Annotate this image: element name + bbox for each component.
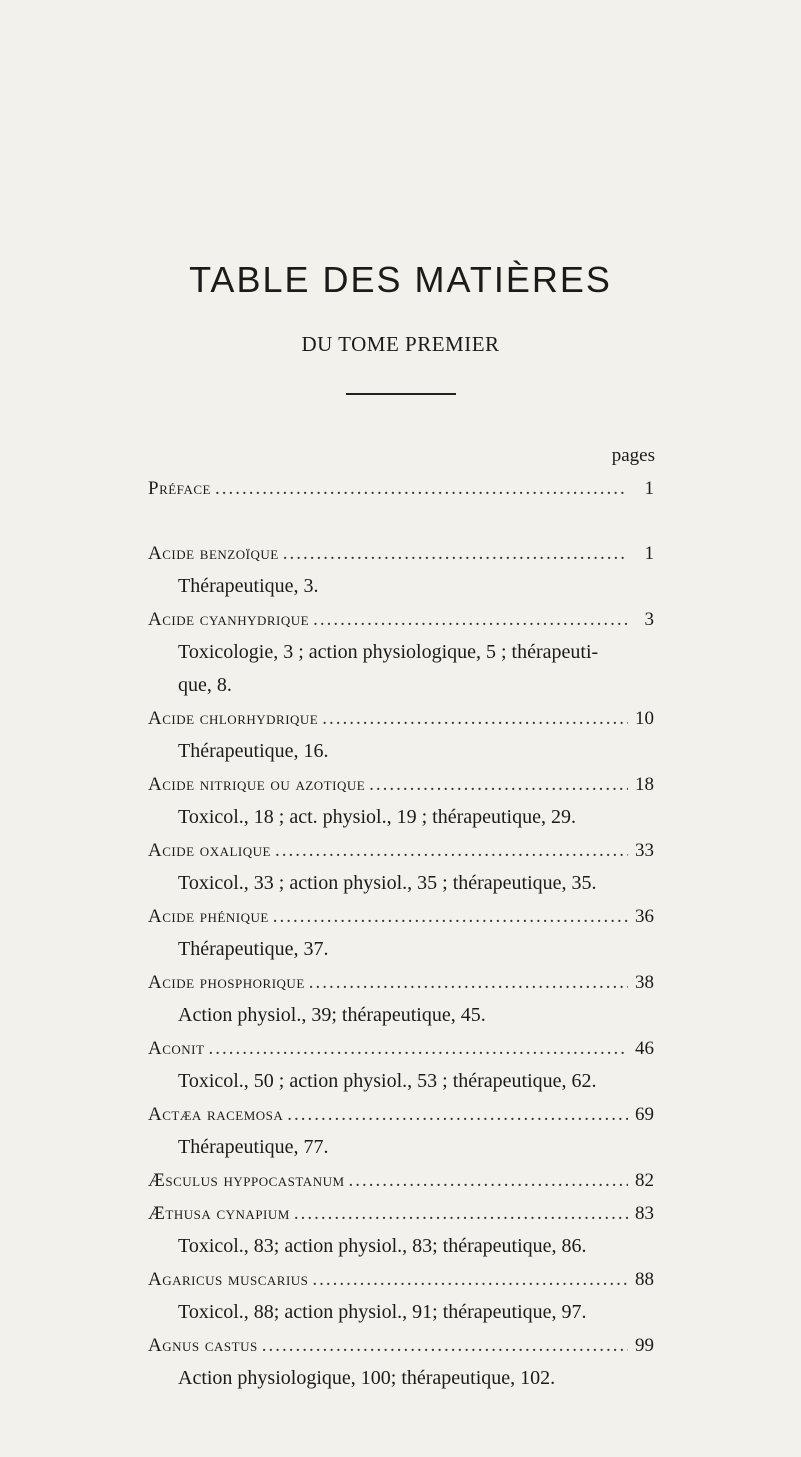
toc-page-number: 3 (644, 609, 654, 630)
toc-entry-subtopics: Toxicol., 83; action physiol., 83; thérapeutique, 86. (178, 1235, 587, 1257)
dot-leader (294, 1197, 628, 1230)
toc-page-number: 38 (635, 972, 654, 993)
toc-page-number: 10 (635, 708, 654, 729)
toc-page-number: 83 (635, 1203, 654, 1224)
dot-leader (262, 1329, 628, 1362)
toc-entry (148, 768, 654, 801)
toc-entry-title: Aconit (148, 1038, 205, 1059)
pages-column-label: pages (611, 445, 655, 466)
dot-leader (313, 603, 628, 636)
toc-entry-subtopics: Action physiologique, 100; thérapeutique, 102. (178, 1367, 556, 1389)
toc-entry-title: Acide chlorhydrique (148, 708, 319, 729)
toc-entry-title: Acide phosphorique (148, 972, 305, 993)
toc-entry-title: Acide phénique (148, 906, 269, 927)
toc-entry (148, 1329, 654, 1362)
toc-entry (148, 900, 654, 933)
dot-leader (287, 1098, 628, 1131)
toc-page-number: 69 (635, 1104, 654, 1125)
dot-leader (283, 537, 628, 570)
toc-entry-subtopics: Action physiol., 39; thérapeutique, 45. (178, 1004, 486, 1026)
dot-leader (322, 702, 628, 735)
toc-entry-subtopics: Toxicol., 50 ; action physiol., 53 ; thérapeutique, 62. (178, 1070, 597, 1092)
dot-leader (309, 966, 628, 999)
dot-leader (312, 1263, 628, 1296)
toc-entry (148, 1032, 654, 1065)
toc-entry (148, 1263, 654, 1296)
toc-entry-title: Actæa racemosa (148, 1104, 284, 1125)
table-of-contents (148, 472, 654, 1395)
toc-page-number: 99 (635, 1335, 654, 1356)
toc-entry-subtopics: Thérapeutique, 16. (178, 740, 329, 762)
toc-entry (148, 834, 654, 867)
toc-entry (148, 1164, 654, 1197)
dot-leader (369, 768, 628, 801)
toc-entry-subtopics: Toxicol., 88; action physiol., 91; thérapeutique, 97. (178, 1301, 587, 1323)
toc-page-number: 33 (635, 840, 654, 861)
dot-leader (208, 1032, 628, 1065)
toc-entry-subtopics: Thérapeutique, 3. (178, 575, 319, 597)
toc-entry-title: Æsculus hyppocastanum (148, 1170, 345, 1191)
toc-entry (148, 702, 654, 735)
page-subtitle: DU TOME PREMIER (301, 332, 500, 356)
page-title: TABLE DES MATIÈRES (189, 259, 612, 300)
dot-leader (349, 1164, 628, 1197)
toc-entry (148, 1098, 654, 1131)
toc-page-number: 1 (644, 478, 654, 499)
toc-entry-title: Acide oxalique (148, 840, 271, 861)
dot-leader (275, 834, 628, 867)
toc-entry-title: Æthusa cynapium (148, 1203, 290, 1224)
toc-entry-title: Acide nitrique ou azotique (148, 774, 366, 795)
toc-entry-subtopics: Thérapeutique, 77. (178, 1136, 329, 1158)
toc-entry-subtopics: Thérapeutique, 37. (178, 938, 329, 960)
toc-entry (148, 1197, 654, 1230)
toc-page-number: 1 (644, 543, 654, 564)
toc-page-number: 18 (635, 774, 654, 795)
toc-entry-title: Acide cyanhydrique (148, 609, 310, 630)
toc-entry-title: Préface (148, 478, 211, 499)
toc-entry (148, 537, 654, 570)
toc-entry-subtopics: que, 8. (178, 674, 232, 696)
toc-page-number: 88 (635, 1269, 654, 1290)
toc-page-number: 82 (635, 1170, 654, 1191)
toc-page-number: 46 (635, 1038, 654, 1059)
toc-entry (148, 472, 654, 505)
toc-entry-title: Agaricus muscarius (148, 1269, 309, 1290)
title-divider (346, 393, 456, 395)
toc-entry-subtopics: Toxicologie, 3 ; action physiologique, 5 ; thérapeuti- (178, 641, 599, 663)
toc-entry (148, 966, 654, 999)
toc-page-number: 36 (635, 906, 654, 927)
toc-entry-title: Agnus castus (148, 1335, 258, 1356)
toc-entry (148, 603, 654, 636)
toc-entry-subtopics: Toxicol., 33 ; action physiol., 35 ; thérapeutique, 35. (178, 872, 597, 894)
dot-leader (215, 472, 628, 505)
dot-leader (273, 900, 628, 933)
toc-entry-subtopics: Toxicol., 18 ; act. physiol., 19 ; thérapeutique, 29. (178, 806, 576, 828)
toc-entry-title: Acide benzoïque (148, 543, 279, 564)
